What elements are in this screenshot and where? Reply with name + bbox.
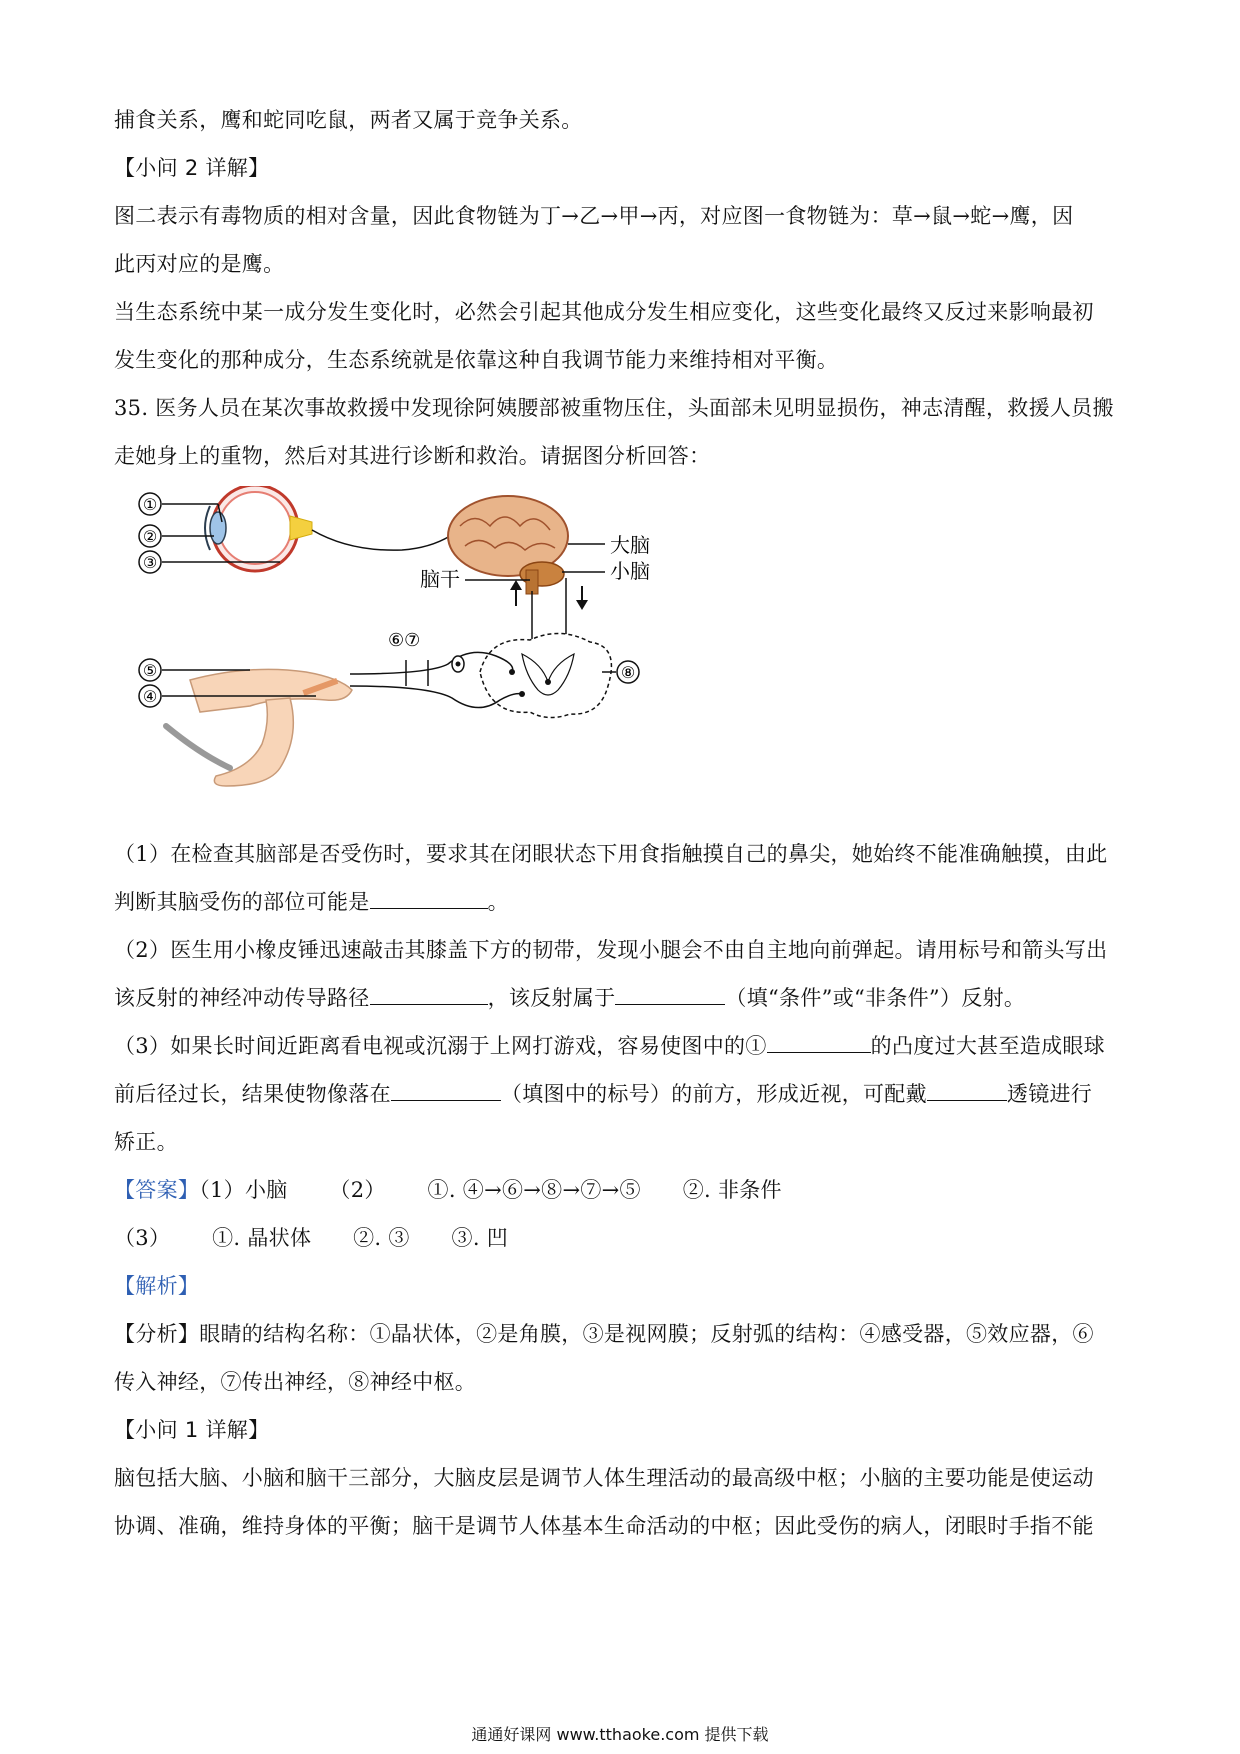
- leg-drawing: [166, 669, 352, 786]
- question-stem: 走她身上的重物，然后对其进行诊断和救治。请据图分析回答：: [114, 444, 711, 468]
- eye-drawing: [205, 486, 312, 571]
- label-cerebrum: 大脑: [610, 533, 650, 557]
- question-3-end: 矫正。: [114, 1130, 178, 1154]
- reflex-diagram-svg: [130, 486, 750, 816]
- answer-blank: [391, 1078, 501, 1101]
- answer-line-1: 【答案】（1）小脑 （2） ①. ④→⑥→⑧→⑦→⑤ ②. 非条件: [114, 1178, 782, 1202]
- answer-line-2: （3） ①. 晶状体 ②. ③ ③. 凹: [114, 1226, 509, 1250]
- question-2-cont: 该反射的神经冲动传导路径 ，该反射属于 （填“条件”或“非条件”）反射。: [114, 974, 1129, 1022]
- question-1: （1）在检查其脑部是否受伤时，要求其在闭眼状态下用食指触摸自己的鼻尖，她始终不能准确触摸，由此: [114, 842, 1108, 866]
- label-5: ⑤: [142, 661, 158, 680]
- page-footer: 通通好课网 www.tthaoke.com 提供下载: [471, 1725, 769, 1744]
- answer-blank: [370, 886, 488, 909]
- section-heading: 【小问 1 详解】: [114, 1418, 270, 1442]
- label-cerebellum: 小脑: [610, 559, 650, 583]
- label-2: ②: [142, 527, 158, 546]
- analysis-paragraph: 传入神经，⑦传出神经，⑧神经中枢。: [114, 1370, 477, 1394]
- analysis-tag: 【解析】: [114, 1274, 200, 1298]
- paragraph: 捕食关系，鹰和蛇同吃鼠，两者又属于竞争关系。: [114, 108, 583, 132]
- paragraph: 图二表示有毒物质的相对含量，因此食物链为丁→乙→甲→丙，对应图一食物链为：草→鼠→蛇→鹰，因: [114, 204, 1074, 228]
- document-page: [114, 96, 1129, 1550]
- answer-tag: 【答案】: [114, 1178, 200, 1202]
- question-2: （2）医生用小橡皮锤迅速敲击其膝盖下方的韧带，发现小腿会不由自主地向前弹起。请用标号和箭头写出: [114, 938, 1108, 962]
- question-3: （3）如果长时间近距离看电视或沉溺于上网打游戏，容易使图中的① 的凸度过大甚至造成眼球: [114, 1022, 1129, 1070]
- paragraph: 此丙对应的是鹰。: [114, 252, 285, 276]
- spinal-cord-drawing: [480, 633, 611, 717]
- analysis-paragraph: 【分析】眼睛的结构名称：①晶状体，②是角膜，③是视网膜；反射弧的结构：④感受器，⑤效应器，⑥: [114, 1322, 1094, 1346]
- section-heading: 【小问 2 详解】: [114, 156, 270, 180]
- label-4: ④: [142, 687, 158, 706]
- label-3: ③: [142, 553, 158, 572]
- label-6-7: ⑥⑦: [388, 630, 421, 651]
- label-1: ①: [142, 495, 158, 514]
- label-brainstem: 脑干: [420, 567, 460, 591]
- question-3-cont: 前后径过长，结果使物像落在 （填图中的标号）的前方，形成近视，可配戴 透镜进行: [114, 1070, 1129, 1118]
- analysis-paragraph: 脑包括大脑、小脑和脑干三部分，大脑皮层是调节人体生理活动的最高级中枢；小脑的主要功能是使运动: [114, 1466, 1094, 1490]
- answer-blank: [615, 982, 725, 1005]
- label-8: ⑧: [620, 663, 636, 682]
- paragraph: 发生变化的那种成分，生态系统就是依靠这种自我调节能力来维持相对平衡。: [114, 348, 839, 372]
- answer-blank: [927, 1078, 1007, 1101]
- answer-blank: [767, 1030, 871, 1053]
- analysis-paragraph: 协调、准确，维持身体的平衡；脑干是调节人体基本生命活动的中枢；因此受伤的病人，闭眼时手指不能: [114, 1514, 1094, 1538]
- answer-blank: [370, 982, 488, 1005]
- question-1-cont: 判断其脑受伤的部位可能是 。: [114, 878, 1129, 926]
- question-stem: 35. 医务人员在某次事故救援中发现徐阿姨腰部被重物压住，头面部未见明显损伤，神志清醒，救援人员搬: [114, 396, 1114, 420]
- paragraph: 当生态系统中某一成分发生变化时，必然会引起其他成分发生相应变化，这些变化最终又反过来影响最初: [114, 300, 1094, 324]
- reflex-diagram: [114, 480, 1129, 830]
